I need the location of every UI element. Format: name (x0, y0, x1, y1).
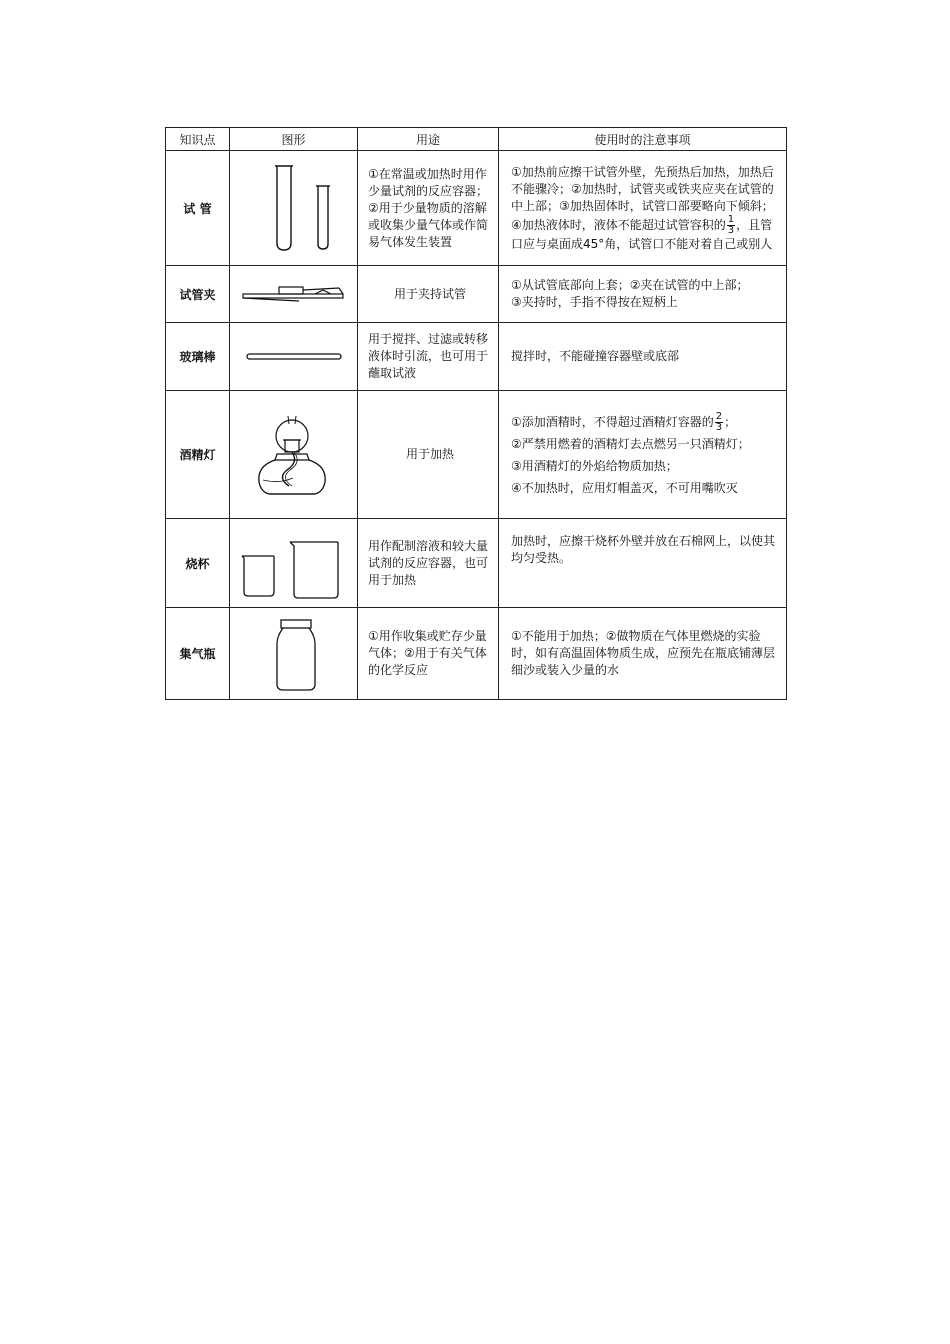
alcohol-lamp-notes: ①添加酒精时，不得超过酒精灯容器的 $\frac{2}{3}$ ； ②严禁用燃着的酒精灯去点燃另一只酒精灯； ③用酒精灯的外焰给物质加热； ④不加热时，应用灯帽盖灭，不可用嘴吹灭 (499, 391, 787, 519)
item-name: 试管夹 (166, 266, 230, 323)
beaker-notes: 加热时，应擦干烧杯外壁并放在石棉网上，以使其均匀受热。 (499, 519, 787, 608)
fraction: $\frac{2}{3}$ (715, 410, 723, 433)
test-tube-icon (239, 158, 349, 258)
header-row (166, 128, 787, 151)
gas-collection-bottle-icon (239, 614, 349, 694)
gas-bottle-notes: ①不能用于加热；②做物质在气体里燃烧的实验时，如有高温固体物质生成，应预先在瓶底铺薄层细沙或装入少量的水 (499, 608, 787, 700)
table-row-test-tube-holder (166, 266, 787, 323)
beaker-figure (230, 519, 358, 608)
glass-rod-icon (239, 350, 349, 364)
fraction: $\frac{1}{3}$ (727, 213, 735, 236)
note-text: ①加热前应擦干试管外壁，先预热后加热，加热后不能骤冷；②加热时，试管夹或铁夹应夹在试管的中上部；③加热固体时，试管口部要略向下倾斜；④加热液体时，液体不能超过试管容积的 (511, 164, 774, 232)
test-tube-holder-notes: ①从试管底部向上套；②夹在试管的中上部； ③夹持时，手指不得按在短柄上 (499, 266, 787, 323)
table-row-test-tube (166, 151, 787, 266)
lab-equipment-table (165, 127, 787, 700)
test-tube-holder-use: 用于夹持试管 (358, 266, 499, 323)
header-knowledge-point: 知识点 (166, 128, 230, 151)
gas-bottle-figure (230, 608, 358, 700)
test-tube-figure (230, 151, 358, 266)
table-row-gas-bottle (166, 608, 787, 700)
test-tube-holder-figure (230, 266, 358, 323)
test-tube-notes (499, 151, 787, 266)
item-name: 试 管 (166, 151, 230, 266)
header-use: 用途 (358, 128, 499, 151)
test-tube-use: ①在常温或加热时用作少量试剂的反应容器；②用于少量物质的溶解或收集少量气体或作简易气体发生装置 (358, 151, 499, 266)
table-row-glass-rod (166, 323, 787, 391)
test-tube-holder-icon (239, 279, 349, 309)
glass-rod-figure (230, 323, 358, 391)
note-text: ，且管口应与桌面成45°角，试管口不能对着自己或别人 (511, 217, 773, 251)
alcohol-lamp-use: 用于加热 (358, 391, 499, 519)
table-row-alcohol-lamp (166, 391, 787, 519)
alcohol-lamp-figure (230, 391, 358, 519)
beaker-use: 用作配制溶液和较大量试剂的反应容器，也可用于加热 (358, 519, 499, 608)
gas-bottle-use: ①用作收集或贮存少量气体；②用于有关气体的化学反应 (358, 608, 499, 700)
header-figure: 图形 (230, 128, 358, 151)
glass-rod-notes: 搅拌时，不能碰撞容器壁或底部 (499, 323, 787, 391)
table-row-beaker (166, 519, 787, 608)
item-name: 烧杯 (166, 519, 230, 608)
glass-rod-use: 用于搅拌、过滤或转移液体时引流，也可用于蘸取试液 (358, 323, 499, 391)
header-notes: 使用时的注意事项 (499, 128, 787, 151)
item-name: 玻璃棒 (166, 323, 230, 391)
beaker-icon (234, 526, 354, 601)
item-name: 酒精灯 (166, 391, 230, 519)
item-name: 集气瓶 (166, 608, 230, 700)
alcohol-lamp-icon (239, 400, 349, 510)
